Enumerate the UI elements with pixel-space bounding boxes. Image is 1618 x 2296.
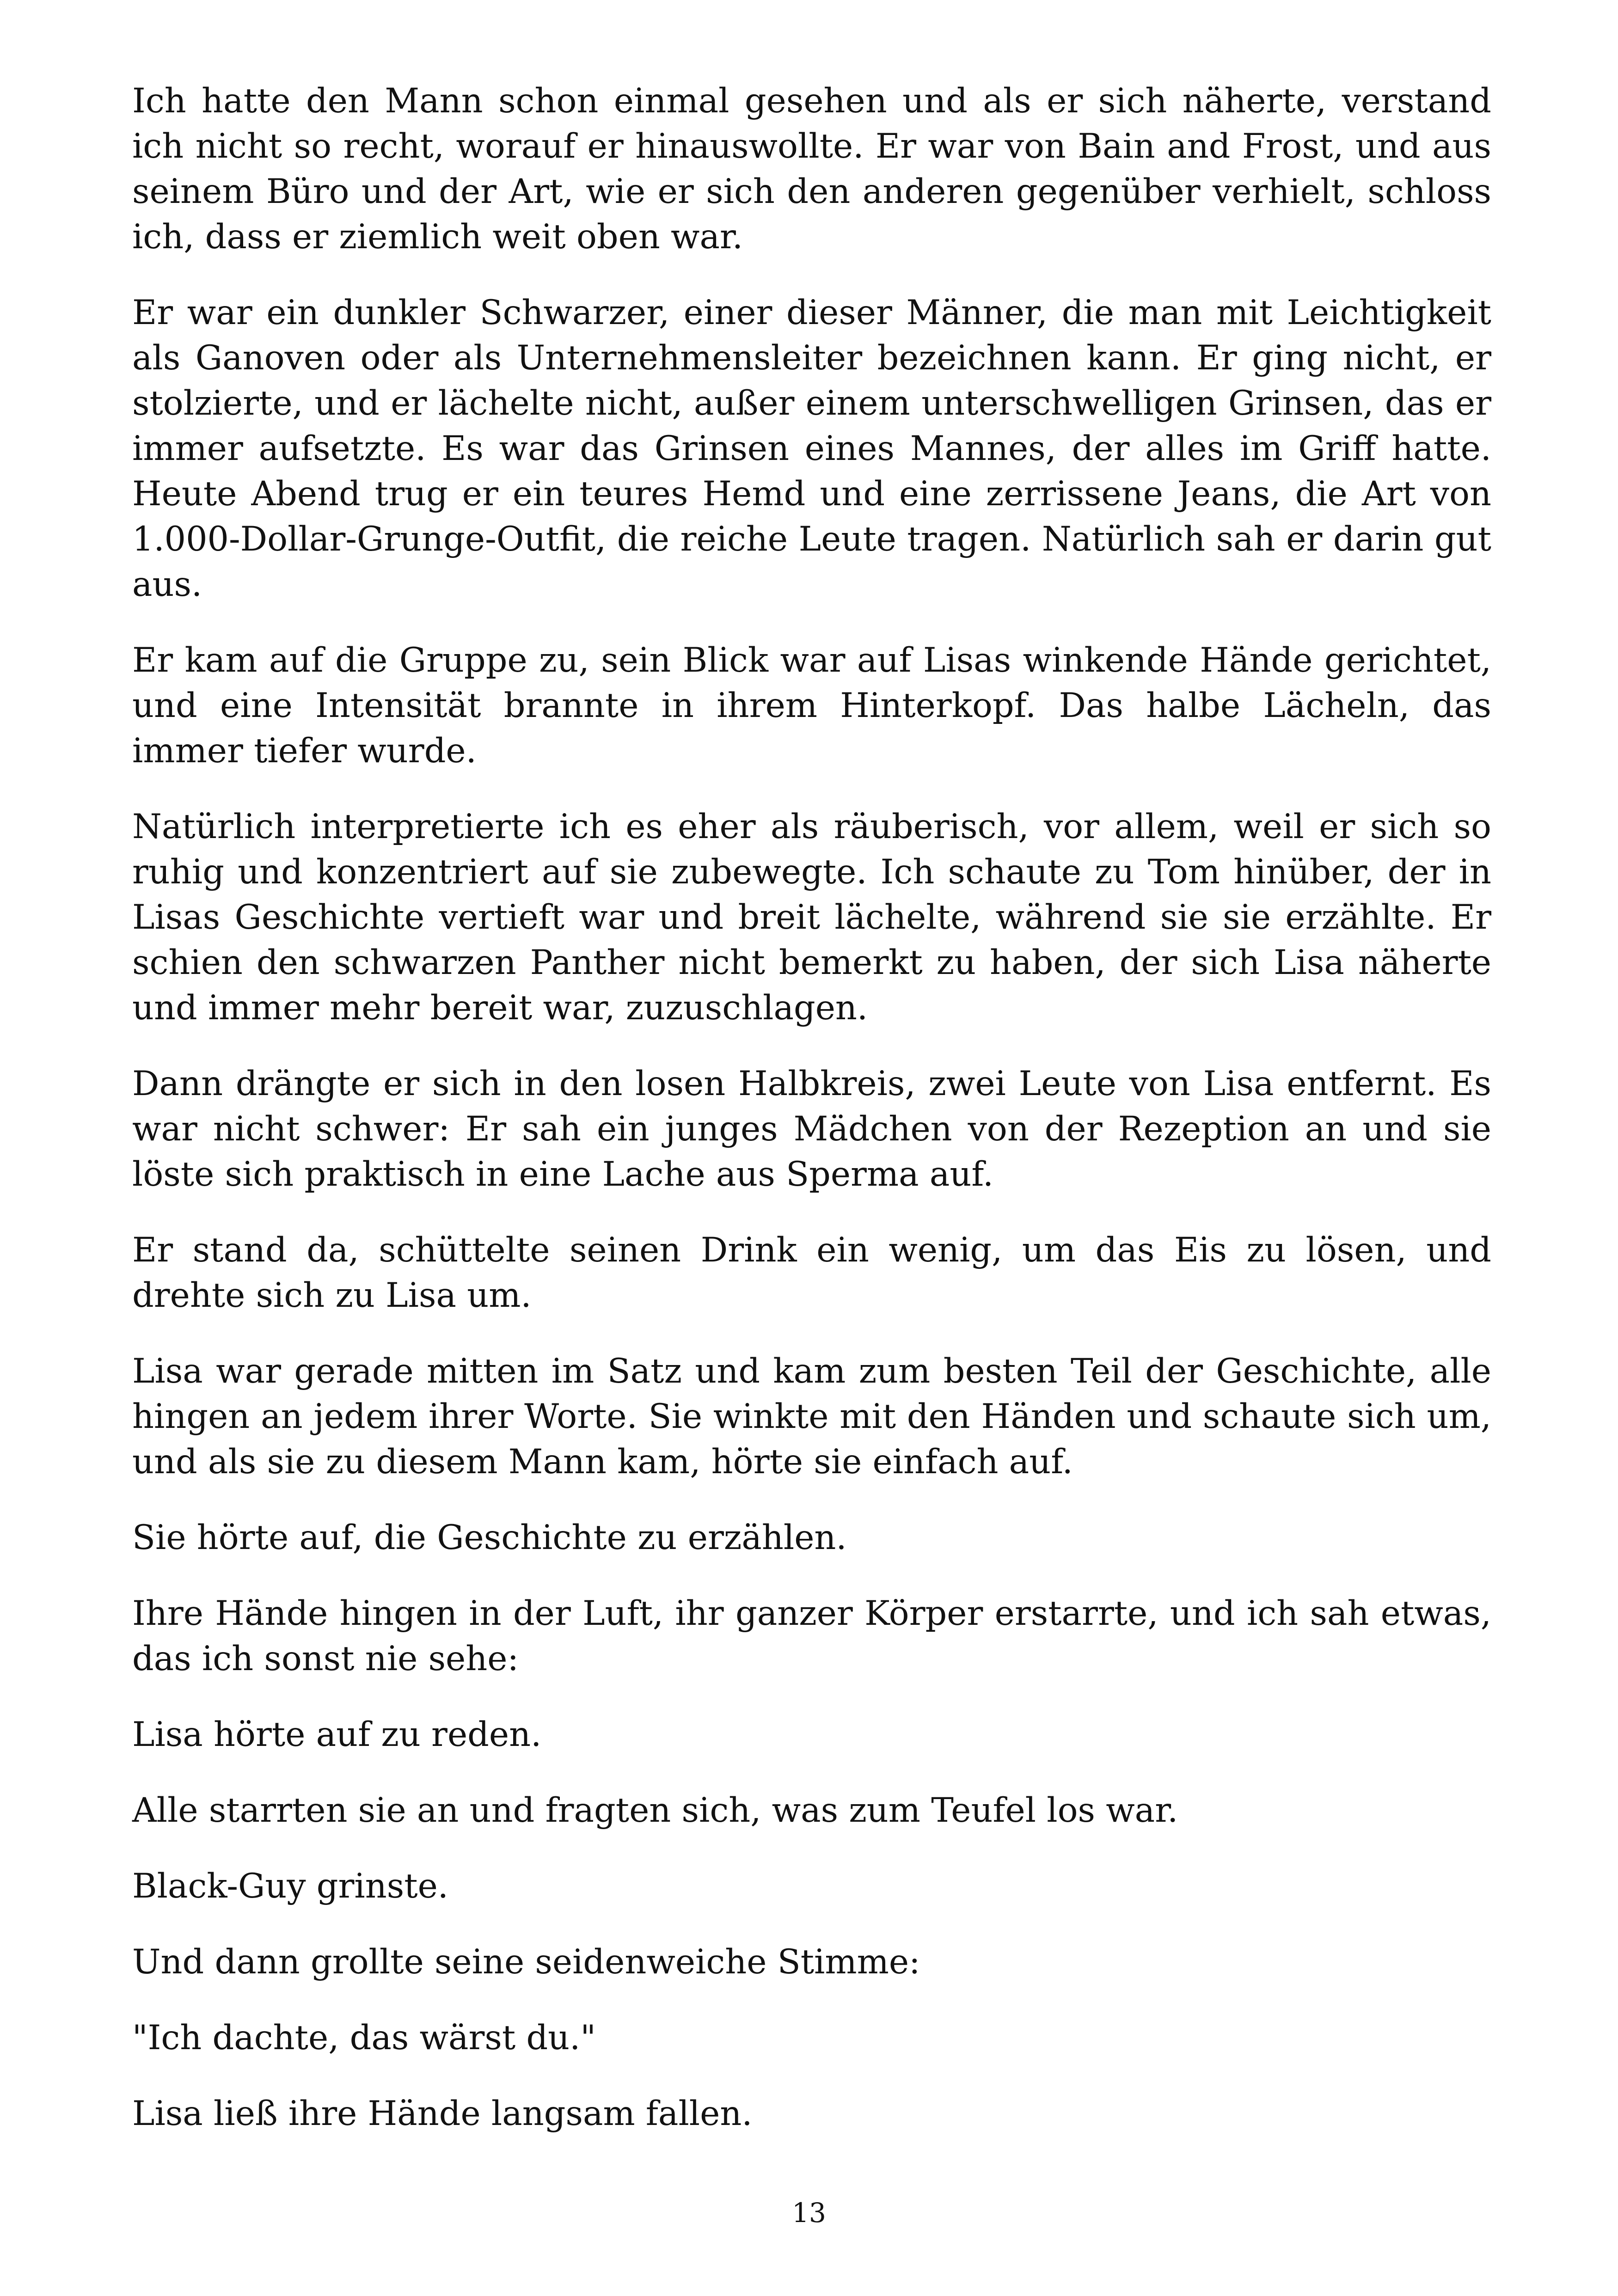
paragraph-1: Ich hatte den Mann schon einmal gesehen und als er sich näherte, verstand ich nicht so recht, worauf er hinauswollte. Er war von Bain and Frost, und aus seinem Büro und der Art, wie er sich den anderen gegenüber verhielt, schloss ich, dass er ziemlich weit oben war. <box>132 81 1491 257</box>
paragraph-11: Alle starrten sie an und fragten sich, was zum Teufel los war. <box>132 1791 1178 1830</box>
paragraph-5: Dann drängte er sich in den losen Halbkreis, zwei Leute von Lisa entfernt. Es war nicht schwer: Er sah ein junges Mädchen von der Rezeption an und sie löste sich praktisch in eine Lache aus Sperma auf. <box>132 1064 1491 1194</box>
paragraph-3: Er kam auf die Gruppe zu, sein Blick war auf Lisas winkende Hände gerichtet, und eine Intensität brannte in ihrem Hinterkopf. Das halbe Lächeln, das immer tiefer wurde. <box>132 641 1491 771</box>
paragraph-15: Lisa ließ ihre Hände langsam fallen. <box>132 2094 753 2133</box>
paragraph-9: Ihre Hände hingen in der Luft, ihr ganzer Körper erstarrte, und ich sah etwas, das ich sonst nie sehe: <box>132 1594 1491 1678</box>
paragraph-14: "Ich dachte, das wärst du." <box>132 2018 596 2057</box>
paragraph-7: Lisa war gerade mitten im Satz und kam zum besten Teil der Geschichte, alle hingen an jedem ihrer Worte. Sie winkte mit den Händen und schaute sich um, und als sie zu diesem Mann kam, hörte sie einfach auf. <box>132 1352 1491 1482</box>
paragraph-13: Und dann grollte seine seidenweiche Stimme: <box>132 1942 920 1982</box>
page-number: 13 <box>792 2197 826 2229</box>
paragraph-10: Lisa hörte auf zu reden. <box>132 1715 542 1754</box>
paragraph-8: Sie hörte auf, die Geschichte zu erzählen. <box>132 1518 847 1557</box>
paragraph-12: Black-Guy grinste. <box>132 1867 448 1906</box>
paragraph-2: Er war ein dunkler Schwarzer, einer dieser Männer, die man mit Leichtigkeit als Ganoven oder als Unternehmensleiter bezeichnen kann. Er ging nicht, er stolzierte, und er lächelte nicht, außer einem unterschwelligen Grinsen, das er immer aufsetzte. Es war das Grinsen eines Mannes, der alles im Griff hatte. Heute Abend trug er ein teures Hemd und eine zerrissene Jeans, die Art von 1.000-Dollar-Grunge-Outfit, die reiche Leute tragen. Natürlich sah er darin gut aus. <box>132 293 1491 604</box>
paragraph-4: Natürlich interpretierte ich es eher als räuberisch, vor allem, weil er sich so ruhig und konzentriert auf sie zubewegte. Ich schaute zu Tom hinüber, der in Lisas Geschichte vertieft war und breit lächelte, während sie sie erzählte. Er schien den schwarzen Panther nicht bemerkt zu haben, der sich Lisa näherte und immer mehr bereit war, zuzuschlagen. <box>132 807 1491 1028</box>
document-body <box>132 79 1491 2167</box>
paragraph-6: Er stand da, schüttelte seinen Drink ein wenig, um das Eis zu lösen, und drehte sich zu Lisa um. <box>132 1231 1491 1315</box>
